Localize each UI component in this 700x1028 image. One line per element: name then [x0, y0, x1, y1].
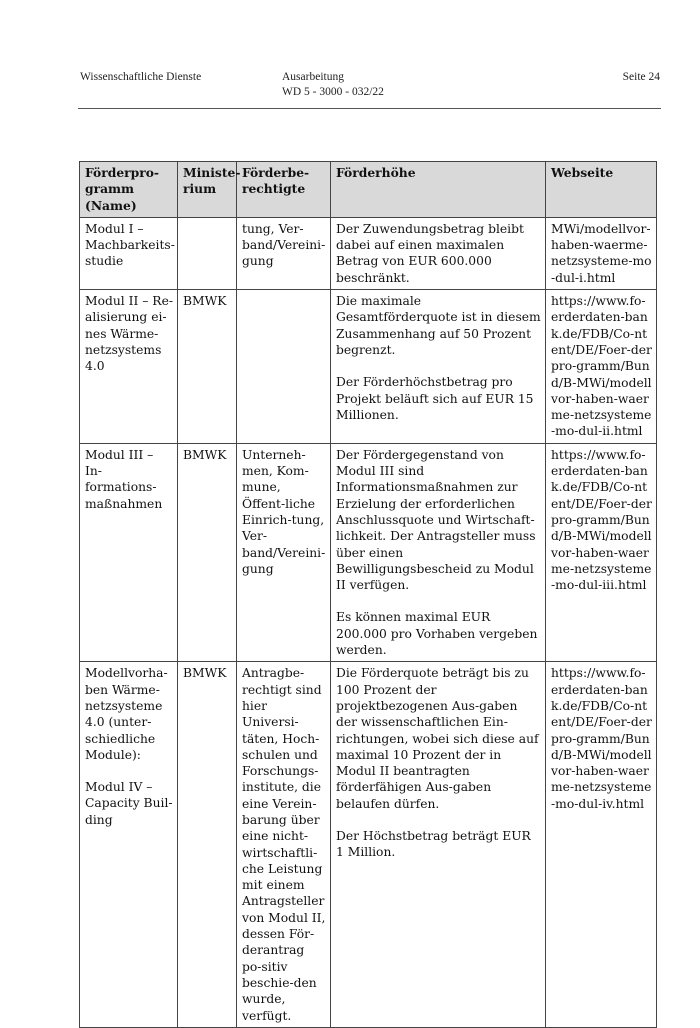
cell-berechtigte: [237, 290, 331, 444]
cell-name: Modul III – In-formations-maßnahmen: [80, 443, 178, 662]
cell-webseite-link[interactable]: MWi/modellvor-haben-waerme-netzsysteme-mo-dul-i.html: [546, 217, 657, 289]
cell-name-text: Modellvorha-ben Wärme-netzsysteme 4.0 (unter-schiedliche Module):: [85, 666, 168, 762]
column-header-hoehe: Förderhöhe: [331, 162, 546, 218]
header-doc-number: WD 5 - 3000 - 032/22: [282, 86, 384, 98]
table-row: [80, 443, 657, 662]
cell-name: Modul II – Re-alisierung ei-nes Wärme-netzsystems 4.0: [80, 290, 178, 444]
cell-hoehe: [331, 217, 546, 289]
cell-hoehe-text: Der Höchstbetrag beträgt EUR 1 Million.: [336, 828, 531, 860]
cell-berechtigte: Antragbe-rechtigt sind hier Universi-täten, Hoch-schulen und Forschungs-institute, die eine Verein-barung über eine nicht-wirtschaftli-che Leistung mit einem Antragsteller von Modul II, dessen För-derantrag po-sitiv beschie-den wurde, verfügt.: [237, 662, 331, 1028]
cell-name: Modul I – Machbarkeits-studie: [80, 217, 178, 289]
cell-webseite-link[interactable]: https://www.fo-erderdaten-bank.de/FDB/Co-ntent/DE/Foer-derpro-gramm/Bund/B-MWi/modellvor-haben-waerme-netzsysteme-mo-dul-iii.html: [546, 443, 657, 662]
cell-hoehe-text: Es können maximal EUR 200.000 pro Vorhaben vergeben werden.: [336, 610, 538, 658]
cell-hoehe-text: Die maximale Gesamtförderquote ist in diesem Zusammenhang auf 50 Prozent begrenzt.: [336, 294, 541, 357]
column-header-webseite: Webseite: [546, 162, 657, 218]
header-institution: Wissenschaftliche Dienste: [80, 71, 202, 83]
funding-table: [79, 161, 657, 1028]
cell-hoehe-text: Der Zuwendungsbetrag bleibt dabei auf einen maximalen Betrag von EUR 600.000 beschränkt.: [336, 221, 524, 285]
cell-hoehe: [331, 443, 546, 662]
cell-name-text: Modul IV – Capacity Buil-ding: [85, 780, 173, 827]
header-doc-label: Ausarbeitung: [282, 71, 344, 83]
cell-hoehe-text: Die Förderquote beträgt bis zu 100 Prozent der projektbezogenen Aus-gaben der wissenschaftlichen Ein-richtungen, wobei sich diese auf maximal 10 Prozent der in Modul II beantragten förderfähigen Aus-gaben belaufen dürfen.: [336, 666, 539, 811]
cell-berechtigte: Unterneh-men, Kom-mune, Öffent-liche Einrich-tung, Ver-band/Vereini-gung: [237, 443, 331, 662]
cell-webseite-link[interactable]: https://www.fo-erderdaten-bank.de/FDB/Co-ntent/DE/Foer-derpro-gramm/Bund/B-MWi/modellvor-haben-waerme-netzsysteme-mo-dul-ii.html: [546, 290, 657, 444]
column-header-berechtigte: Förderbe-rechtigte: [237, 162, 331, 218]
cell-name: [80, 662, 178, 1028]
cell-webseite-link[interactable]: https://www.fo-erderdaten-bank.de/FDB/Co-ntent/DE/Foer-derpro-gramm/Bund/B-MWi/modellvor-haben-waerme-netzsysteme-mo-dul-iv.html: [546, 662, 657, 1028]
cell-ministerium: BMWK: [178, 443, 237, 662]
cell-hoehe: [331, 290, 546, 444]
table-row: [80, 662, 657, 1028]
header-document-type: [282, 70, 384, 100]
cell-ministerium: [178, 217, 237, 289]
cell-hoehe-text: Der Fördergegenstand von Modul III sind Informationsmaßnahmen zur Erzielung der erforderlichen Anschlussquote und Wirtschaft-lichkeit. Der Antragsteller muss über einen Bewilligungsbescheid zu Modul II verfügen.: [336, 447, 536, 593]
cell-ministerium: BMWK: [178, 290, 237, 444]
column-header-ministerium: Ministe-rium: [178, 162, 237, 218]
page-number: Seite 24: [622, 71, 660, 83]
cell-hoehe-text: Der Förderhöchstbetrag pro Projekt beläuft sich auf EUR 15 Millionen.: [336, 375, 534, 422]
table-row: [80, 290, 657, 444]
cell-berechtigte: tung, Ver-band/Vereini-gung: [237, 217, 331, 289]
column-header-name: Förderpro-gramm (Name): [80, 162, 178, 218]
cell-ministerium: BMWK: [178, 662, 237, 1028]
cell-hoehe: [331, 662, 546, 1028]
header-divider: [78, 108, 661, 109]
table-row: [80, 217, 657, 289]
table-header-row: [80, 162, 657, 218]
